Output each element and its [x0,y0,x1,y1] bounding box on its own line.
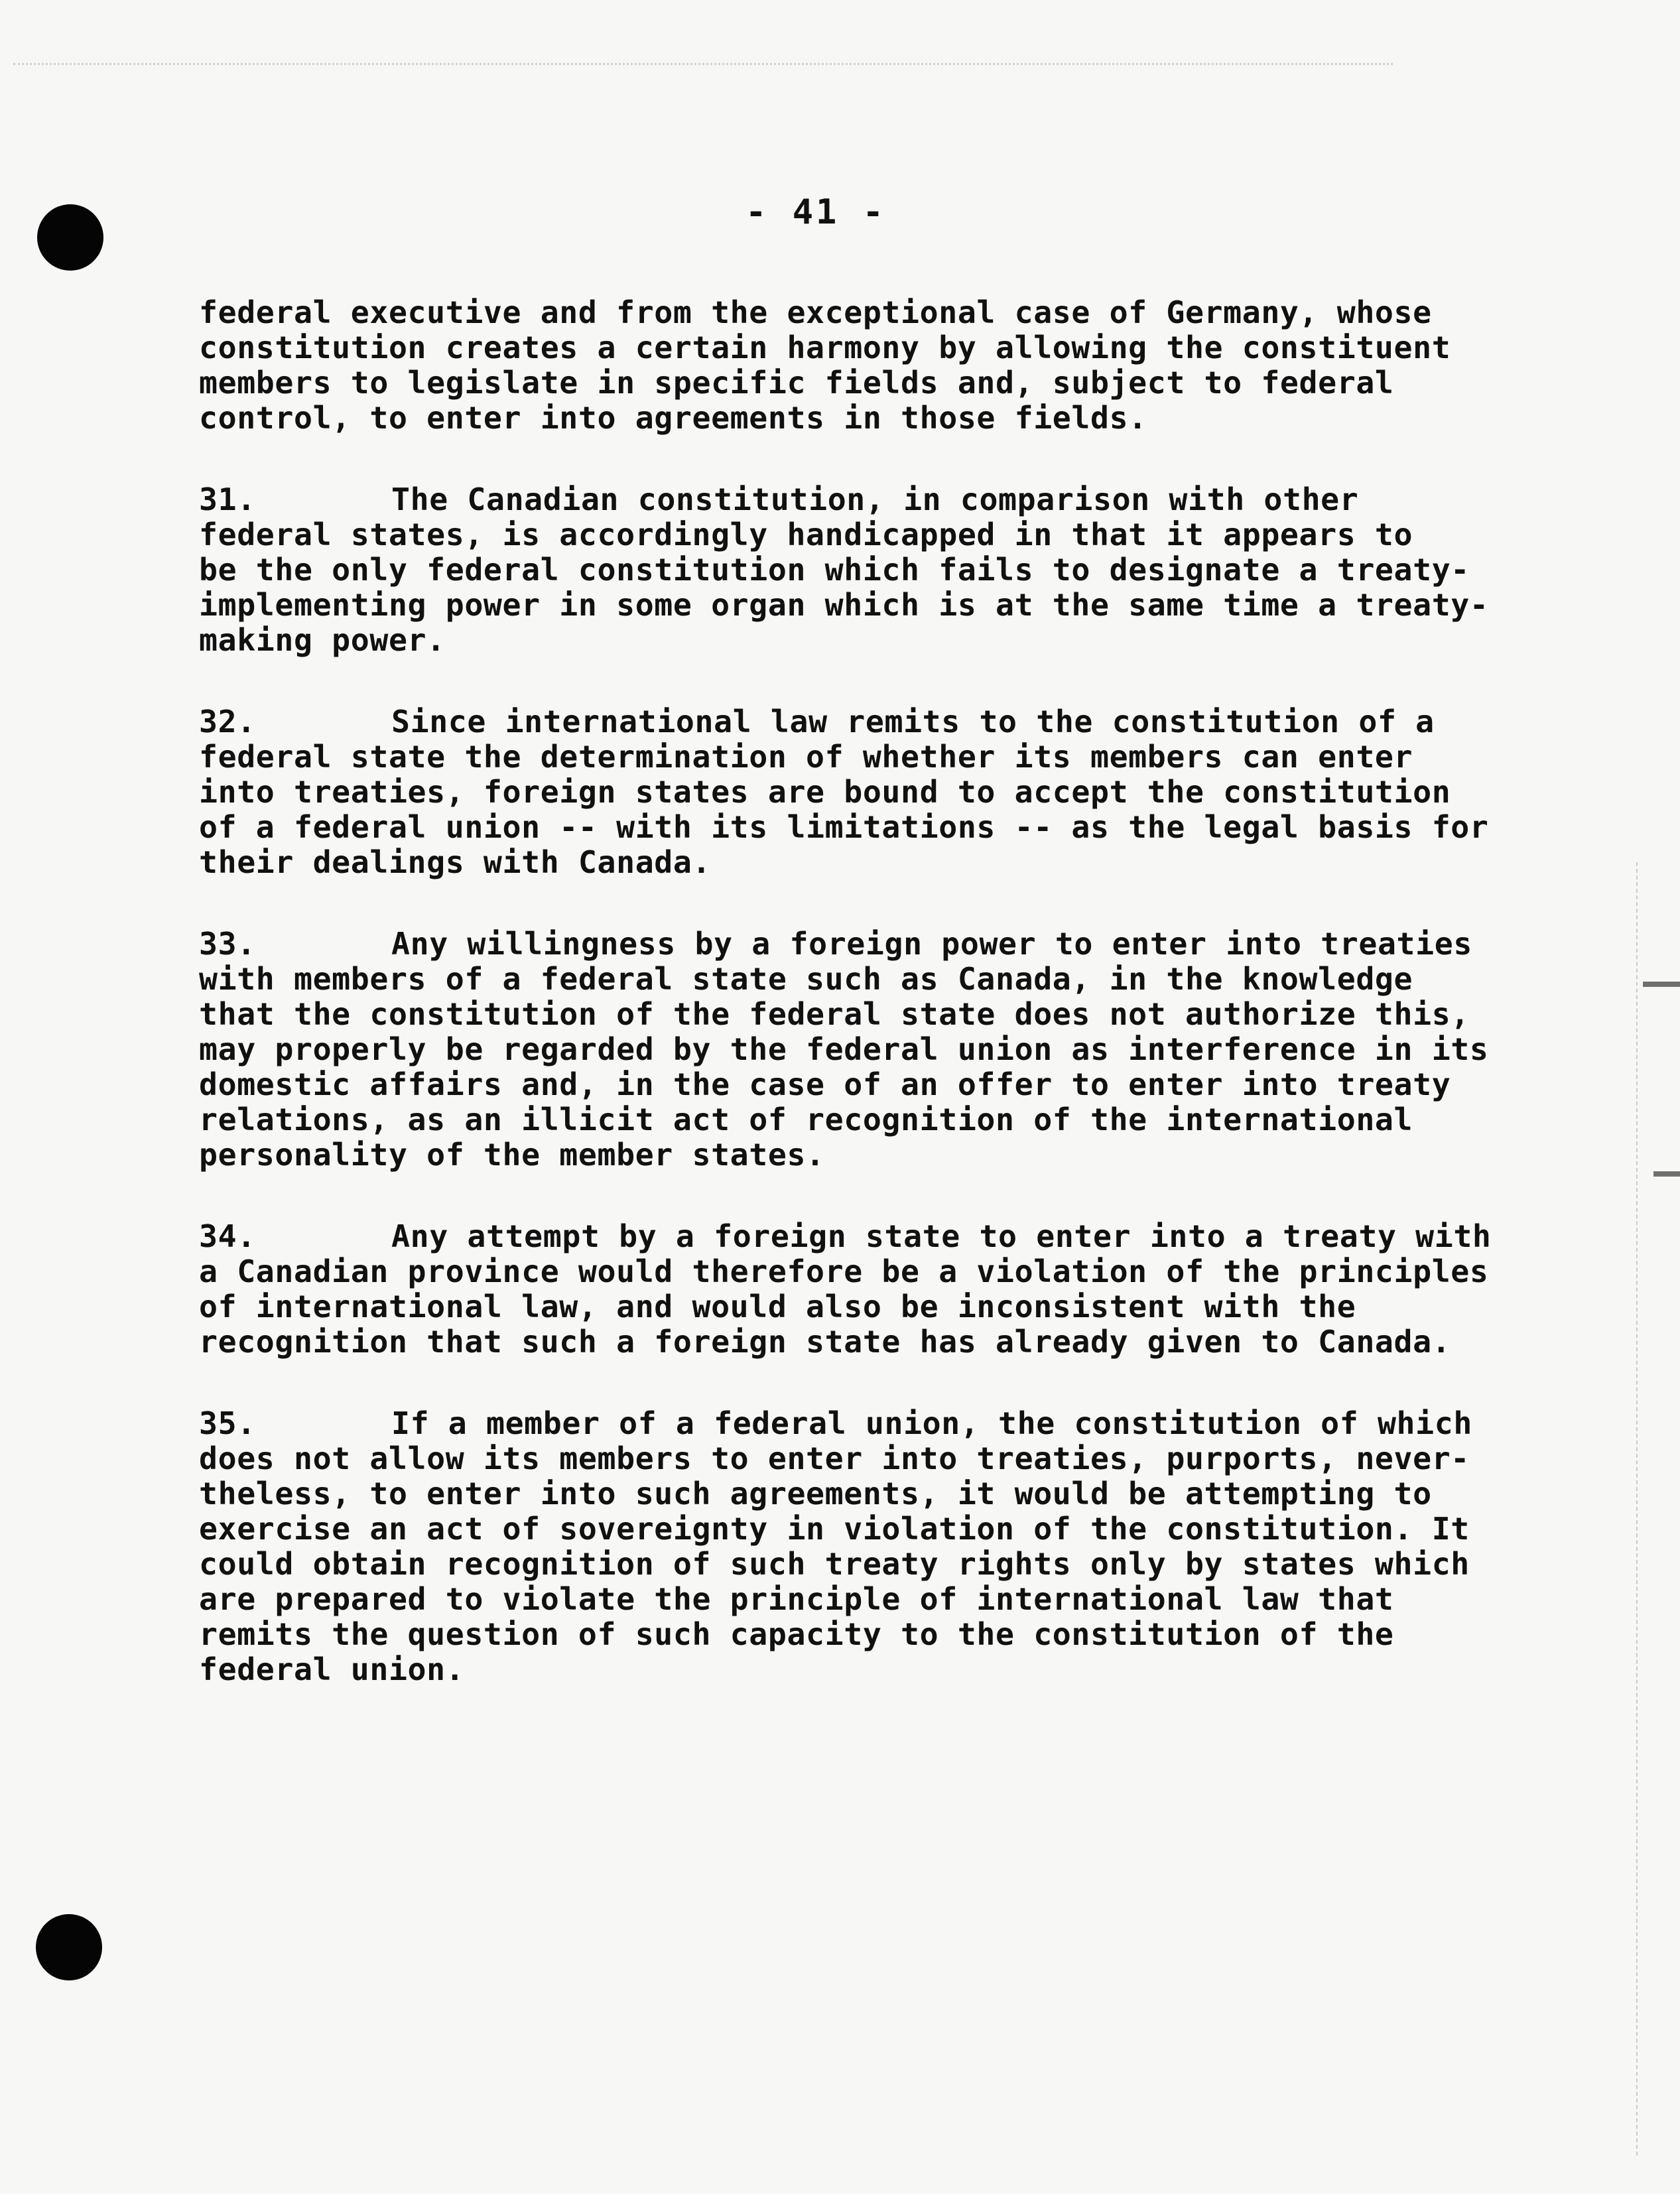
text-line-content: Since international law remits to the constitution of a [391,704,1435,740]
text-line: members to legislate in specific fields and, subject to federal [199,365,1394,401]
text-line: constitution creates a certain harmony by allowing the constituent [199,330,1451,365]
text-line: that the constitution of the federal state does not authorize this, [199,996,1470,1032]
text-line: does not allow its members to enter into treaties, purports, never- [199,1441,1470,1476]
paragraph-number: 31. [199,482,256,517]
text-line-content: If a member of a federal union, the constitution of which [391,1405,1472,1441]
paragraph-number: 33. [199,926,256,962]
text-line: with members of a federal state such as Canada, in the knowledge [199,961,1413,997]
punch-hole-bottom [36,1914,102,1980]
text-line [199,927,1552,962]
document-body [199,295,1552,1734]
text-line-content: Any willingness by a foreign power to enter into treaties [391,926,1472,962]
text-line: personality of the member states. [199,1137,825,1173]
text-line: federal executive and from the exceptional case of Germany, whose [199,294,1432,330]
scan-edge-mark [1653,1171,1680,1177]
text-line: making power. [199,622,446,658]
paragraph-number: 34. [199,1218,256,1254]
text-line: of international law, and would also be inconsistent with the [199,1289,1356,1324]
text-line: implementing power in some organ which is at the same time a treaty- [199,587,1489,623]
text-line-content: The Canadian constitution, in comparison with other [391,482,1359,517]
paragraph-31 [199,482,1552,658]
text-line: recognition that such a foreign state has already given to Canada. [199,1324,1451,1360]
text-line: their dealings with Canada. [199,844,712,880]
text-line: control, to enter into agreements in those fields. [199,400,1147,436]
text-line: a Canadian province would therefore be a violation of the principles [199,1254,1489,1289]
text-line: remits the question of such capacity to the constitution of the [199,1616,1394,1652]
text-line: relations, as an illicit act of recognition of the international [199,1102,1413,1137]
text-line: into treaties, foreign states are bound to accept the constitution [199,774,1451,810]
paragraph-34 [199,1219,1552,1360]
text-line-content: Any attempt by a foreign state to enter into a treaty with [391,1218,1492,1254]
text-line: be the only federal constitution which fails to designate a treaty- [199,552,1470,588]
text-line: federal states, is accordingly handicapped in that it appears to [199,517,1413,552]
text-line: could obtain recognition of such treaty rights only by states which [199,1546,1470,1582]
text-line [199,1219,1552,1254]
text-line: may properly be regarded by the federal union as interference in its [199,1031,1489,1067]
punch-hole-top [37,204,103,271]
paragraph-number: 32. [199,704,256,740]
text-line [199,482,1552,517]
text-line: exercise an act of sovereignty in violation of the constitution. It [199,1511,1470,1547]
scan-edge-mark [1643,982,1680,987]
text-line: of a federal union -- with its limitations -- as the legal basis for [199,809,1489,845]
paragraph-number: 35. [199,1405,256,1441]
paragraph-32 [199,704,1552,880]
text-line [199,1406,1552,1441]
paragraph-33 [199,927,1552,1173]
paragraph-30-continued [199,295,1552,436]
text-line: are prepared to violate the principle of international law that [199,1581,1394,1617]
text-line: federal union. [199,1651,465,1687]
text-line: federal state the determination of whether its members can enter [199,739,1413,775]
text-line: domestic affairs and, in the case of an offer to enter into treaty [199,1066,1451,1102]
scan-artifact-top [13,63,1393,65]
text-line: theless, to enter into such agreements, it would be attempting to [199,1476,1432,1512]
paragraph-35 [199,1406,1552,1687]
text-line [199,704,1552,740]
page-number: - 41 - [745,192,886,232]
scan-edge-line [1636,862,1638,2156]
